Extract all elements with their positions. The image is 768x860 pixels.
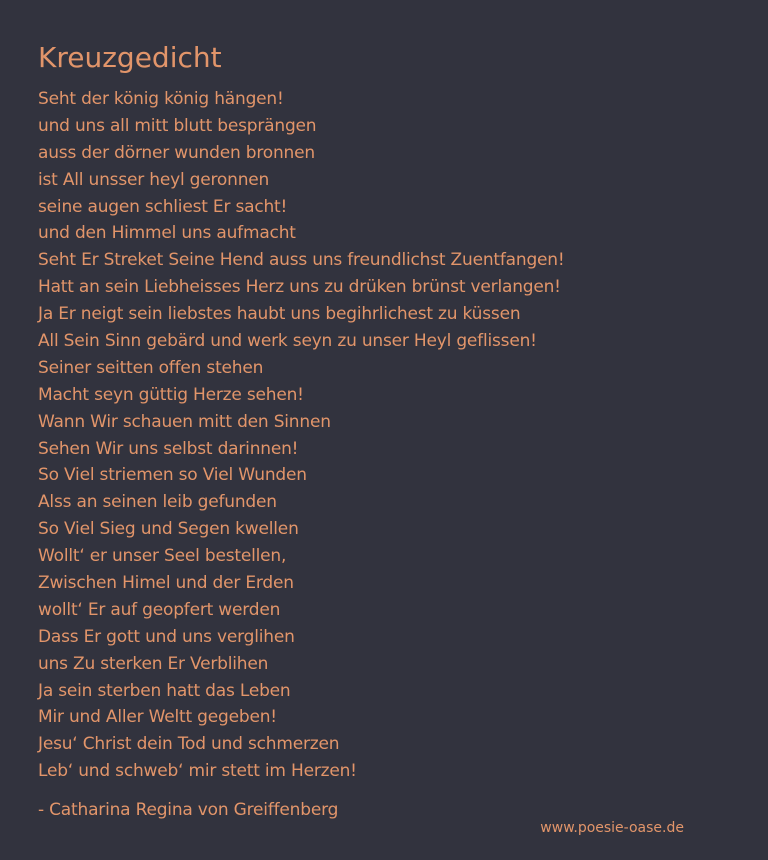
poem-body — [38, 86, 565, 785]
poem-line: Jesu‘ Christ dein Tod und schmerzen — [38, 734, 340, 755]
poem-line: Hatt an sein Liebheisses Herz uns zu drüken brünst verlangen! — [38, 277, 561, 298]
poem-line: seine augen schliest Er sacht! — [38, 196, 288, 217]
poem-line: und uns all mitt blutt besprängen — [38, 115, 317, 136]
poem-line: Macht seyn güttig Herze sehen! — [38, 384, 304, 405]
poem-line: Dass Er gott und uns verglihen — [38, 626, 295, 647]
poem-line: Seht Er Streket Seine Hend auss uns freundlichst Zuentfangen! — [38, 250, 565, 271]
poem-line: wollt‘ Er auf geopfert werden — [38, 599, 281, 620]
poem-line: Wollt‘ er unser Seel bestellen, — [38, 546, 287, 567]
poem-line: Seiner seitten offen stehen — [38, 357, 264, 378]
poem-line: So Viel striemen so Viel Wunden — [38, 465, 307, 486]
poem-line: auss der dörner wunden bronnen — [38, 142, 315, 163]
poem-line: Leb‘ und schweb‘ mir stett im Herzen! — [38, 761, 357, 782]
poem-line: ist All unsser heyl geronnen — [38, 169, 270, 190]
poem-line: Alss an seinen leib gefunden — [38, 492, 277, 513]
poem-line: uns Zu sterken Er Verblihen — [38, 653, 269, 674]
poem-line: und den Himmel uns aufmacht — [38, 223, 296, 244]
poem-line: Zwischen Himel und der Erden — [38, 573, 294, 594]
poem-line: Ja Er neigt sein liebstes haubt uns begihrlichest zu küssen — [38, 304, 521, 325]
poem-line: Sehen Wir uns selbst darinnen! — [38, 438, 299, 459]
poem-author: - Catharina Regina von Greiffenberg — [38, 800, 339, 820]
poem-line: So Viel Sieg und Segen kwellen — [38, 519, 299, 540]
poem-line: Wann Wir schauen mitt den Sinnen — [38, 411, 331, 432]
poem-line: Mir und Aller Weltt gegeben! — [38, 707, 277, 728]
poem-line: Ja sein sterben hatt das Leben — [38, 680, 291, 701]
site-link[interactable]: www.poesie-oase.de — [540, 820, 684, 836]
poem-line: All Sein Sinn gebärd und werk seyn zu unser Heyl geflissen! — [38, 331, 537, 352]
poem-line: Seht der könig könig hängen! — [38, 89, 284, 109]
poem-title: Kreuzgedicht — [38, 41, 222, 74]
